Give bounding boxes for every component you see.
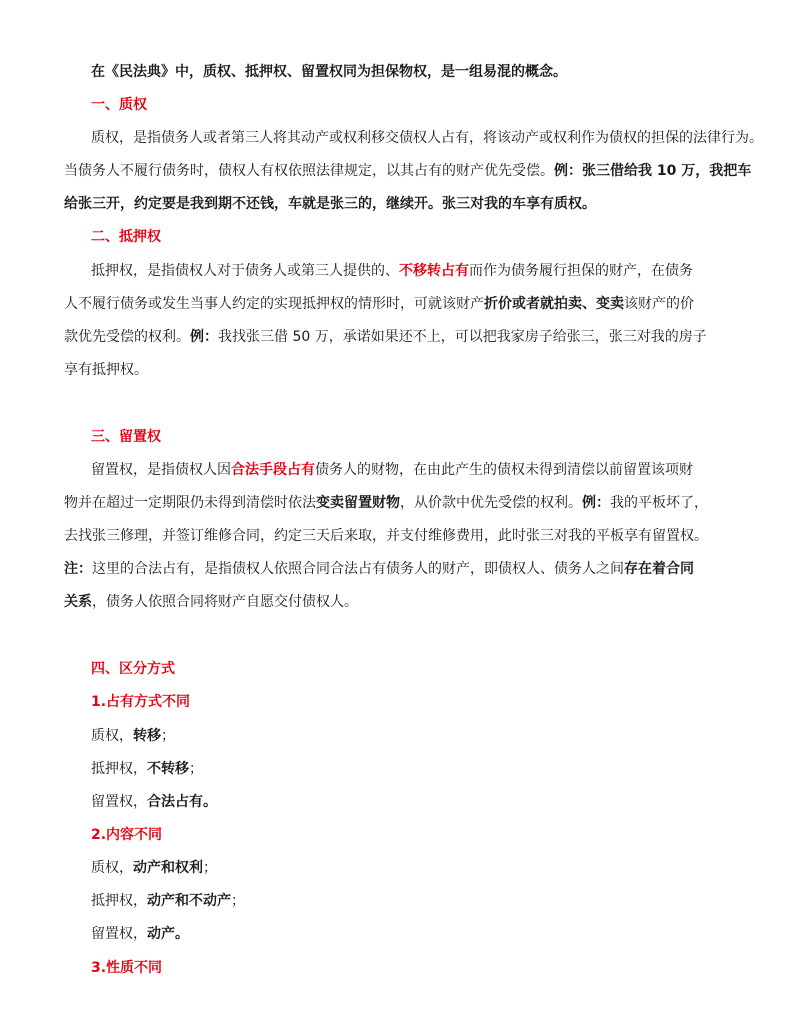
list-item xyxy=(91,726,175,746)
lien-text: 留置权，是指债权人因 xyxy=(91,462,231,478)
list-item xyxy=(91,924,189,944)
item-label: 抵押权， xyxy=(91,761,147,777)
mortgage-line-2 xyxy=(64,294,694,314)
item-label: 质权， xyxy=(91,728,133,744)
mortgage-line-3 xyxy=(64,327,707,347)
pledge-line-1: 质权，是指债务人或者第三人将其动产或权利移交债权人占有，将该动产或权利作为债权的担保的法律行为。 xyxy=(91,130,763,146)
mortgage-line-1 xyxy=(91,261,693,281)
item-value: 不转移 xyxy=(147,761,189,777)
item-value: 动产和权利 xyxy=(133,860,203,876)
mortgage-bold: 折价或者就拍卖、变卖 xyxy=(484,296,624,312)
pledge-example: 例：张三借给我 10 万，我把车 xyxy=(554,163,752,179)
note-label: 注： xyxy=(64,561,92,577)
intro-paragraph: 在《民法典》中，质权、抵押权、留置权同为担保物权，是一组易混的概念。 xyxy=(91,64,567,80)
section-heading-pledge: 一、质权 xyxy=(91,97,147,113)
mortgage-highlight: 不移转占有 xyxy=(399,263,469,279)
lien-text: 我的平板坏了， xyxy=(610,495,708,511)
mortgage-text: 抵押权，是指债权人对于债务人或第三人提供的、 xyxy=(91,263,399,279)
section-heading-mortgage: 二、抵押权 xyxy=(91,229,161,245)
subheading-content: 2.内容不同 xyxy=(91,827,163,843)
lien-line-4 xyxy=(64,559,694,579)
item-end: ； xyxy=(231,893,245,909)
item-end: ； xyxy=(203,860,217,876)
lien-text: 债务人的财物，在由此产生的债权未得到清偿以前留置该项财 xyxy=(315,462,693,478)
pledge-line-3: 给张三开，约定要是我到期不还钱，车就是张三的，继续开。张三对我的车享有质权。 xyxy=(64,196,596,212)
mortgage-line-4: 享有抵押权。 xyxy=(64,362,148,378)
list-item xyxy=(91,759,203,779)
item-value: 动产。 xyxy=(147,926,189,942)
lien-bold: 存在着合同 xyxy=(624,561,694,577)
lien-text: ，债务人依照合同将财产自愿交付债权人。 xyxy=(92,594,358,610)
item-value: 合法占有。 xyxy=(147,794,217,810)
subheading-possession: 1.占有方式不同 xyxy=(91,694,191,710)
lien-line-2 xyxy=(64,493,708,513)
item-label: 抵押权， xyxy=(91,893,147,909)
lien-text: 这里的合法占有，是指债权人依照合同合法占有债务人的财产，即债权人、债务人之间 xyxy=(92,561,624,577)
mortgage-text: 款优先受偿的权利。 xyxy=(64,329,190,345)
pledge-definition-text: 当债务人不履行债务时，债权人有权依照法律规定，以其占有的财产优先受偿。 xyxy=(64,163,554,179)
item-label: 留置权， xyxy=(91,926,147,942)
lien-line-5 xyxy=(64,592,358,612)
lien-text: 物并在超过一定期限仍未得到清偿时依法 xyxy=(64,495,316,511)
mortgage-text: 而作为债务履行担保的财产，在债务 xyxy=(469,263,693,279)
item-end: ； xyxy=(161,728,175,744)
mortgage-text: 我找张三借 50 万，承诺如果还不上，可以把我家房子给张三，张三对我的房子 xyxy=(218,329,707,345)
lien-line-1 xyxy=(91,460,693,480)
item-end: ； xyxy=(189,761,203,777)
list-item xyxy=(91,792,217,812)
example-label: 例： xyxy=(190,329,218,345)
list-item xyxy=(91,891,245,911)
item-value: 转移 xyxy=(133,728,161,744)
subheading-nature: 3.性质不同 xyxy=(91,960,163,976)
lien-text: ，从价款中优先受偿的权利。 xyxy=(400,495,582,511)
item-label: 质权， xyxy=(91,860,133,876)
pledge-line-2 xyxy=(64,161,751,181)
mortgage-text: 人不履行债务或发生当事人约定的实现抵押权的情形时，可就该财产 xyxy=(64,296,484,312)
mortgage-text: 该财产的价 xyxy=(624,296,694,312)
section-heading-lien: 三、留置权 xyxy=(91,429,161,445)
lien-bold: 变卖留置财物 xyxy=(316,495,400,511)
list-item xyxy=(91,858,217,878)
section-heading-distinguish: 四、区分方式 xyxy=(91,661,175,677)
lien-highlight: 合法手段占有 xyxy=(231,462,315,478)
lien-line-3: 去找张三修理，并签订维修合同，约定三天后来取，并支付维修费用，此时张三对我的平板享有留置权。 xyxy=(64,528,708,544)
item-label: 留置权， xyxy=(91,794,147,810)
item-value: 动产和不动产 xyxy=(147,893,231,909)
example-label: 例： xyxy=(582,495,610,511)
lien-bold: 关系 xyxy=(64,594,92,610)
